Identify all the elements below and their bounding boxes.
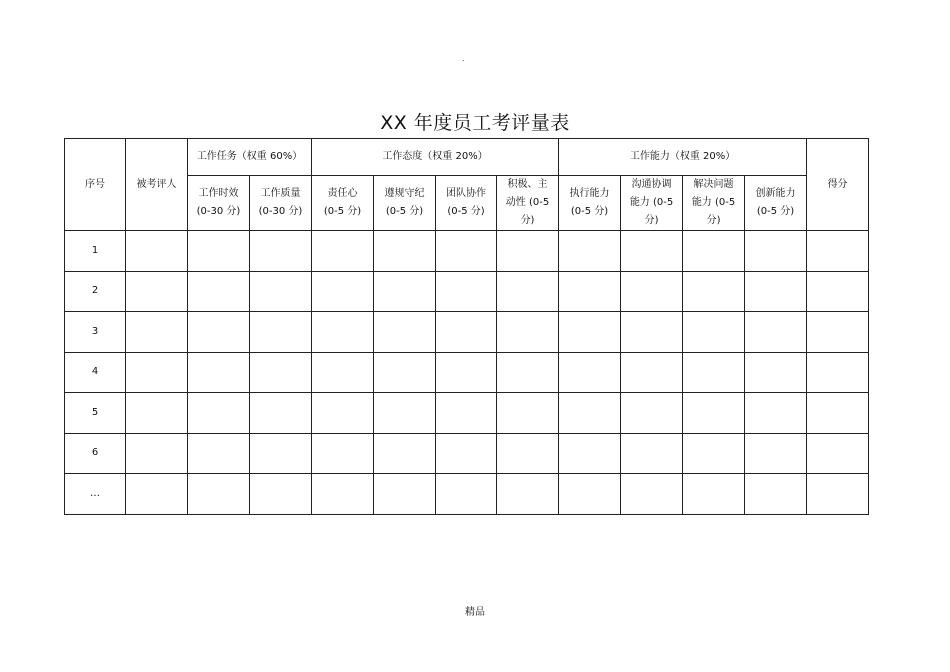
table-cell[interactable] [807,433,869,474]
table-cell[interactable] [188,393,250,434]
row-seq: 3 [65,312,126,353]
table-cell[interactable] [497,393,559,434]
table-cell[interactable] [126,474,188,515]
table-cell[interactable] [312,271,374,312]
header-item-line: 执行能力 [569,188,610,199]
header-item-9 [745,176,807,231]
table-cell[interactable] [126,231,188,272]
table-cell[interactable] [621,393,683,434]
header-group-task: 工作任务（权重 60%） [188,139,312,176]
header-seq: 序号 [65,139,126,231]
row-seq: … [65,474,126,515]
table-cell[interactable] [683,433,745,474]
header-item-6 [559,176,621,231]
table-cell[interactable] [559,352,621,393]
header-item-line: 动性 (0-5 [505,197,550,208]
table-cell[interactable] [683,231,745,272]
header-item-5 [497,176,559,231]
header-group-ability: 工作能力（权重 20%） [559,139,807,176]
table-cell[interactable] [559,433,621,474]
table-cell[interactable] [374,393,436,434]
table-cell[interactable] [807,393,869,434]
table-cell[interactable] [188,433,250,474]
table-cell[interactable] [250,312,312,353]
table-cell[interactable] [559,474,621,515]
header-item-line: 团队协作 [446,188,486,199]
header-item-line: 解决问题 [693,179,734,190]
table-cell[interactable] [374,312,436,353]
table-cell[interactable] [621,312,683,353]
row-seq: 6 [65,433,126,474]
table-cell[interactable] [436,271,497,312]
table-cell[interactable] [436,312,497,353]
table-row [65,352,869,393]
table-cell[interactable] [683,312,745,353]
header-evaluatee: 被考评人 [126,139,188,231]
table-cell[interactable] [745,271,807,312]
table-cell[interactable] [374,271,436,312]
header-item-line: 积极、主 [507,179,548,190]
table-cell[interactable] [683,271,745,312]
table-cell[interactable] [745,312,807,353]
header-item-2 [312,176,374,231]
header-item-line: (0-5 分) [323,206,362,217]
header-item-line: 能力 (0-5 [691,197,736,208]
header-item-line: (0-30 分) [196,206,241,217]
table-cell[interactable] [807,312,869,353]
header-item-0 [188,176,250,231]
table-cell[interactable] [250,352,312,393]
header-item-line: 工作时效 [198,188,239,199]
header-item-line: 分) [706,215,721,226]
header-item-line: (0-5 分) [570,206,609,217]
table-cell[interactable] [745,433,807,474]
table-cell[interactable] [436,231,497,272]
page-footer: 精品 [465,607,485,618]
header-item-line: (0-5 分) [385,206,424,217]
table-cell[interactable] [126,393,188,434]
table-cell[interactable] [126,352,188,393]
page-title: XX 年度员工考评量表 [380,112,570,134]
table-cell[interactable] [559,231,621,272]
table-cell[interactable] [188,312,250,353]
table-cell[interactable] [807,352,869,393]
table-cell[interactable] [188,231,250,272]
table-cell[interactable] [745,231,807,272]
table-row [65,393,869,434]
header-item-line: 分) [644,215,659,226]
table-cell[interactable] [807,271,869,312]
table-cell[interactable] [807,231,869,272]
header-item-line: 沟通协调 [631,179,672,190]
table-cell[interactable] [250,474,312,515]
table-cell[interactable] [312,474,374,515]
table-cell[interactable] [312,231,374,272]
table-cell[interactable] [497,312,559,353]
page-dot: . [462,54,465,63]
table-cell[interactable] [250,271,312,312]
header-item-line: (0-5 分) [447,206,485,217]
table-cell[interactable] [188,352,250,393]
header-item-7 [621,176,683,231]
table-cell[interactable] [683,393,745,434]
header-item-3 [374,176,436,231]
table-cell[interactable] [188,474,250,515]
table-cell[interactable] [312,312,374,353]
header-item-line: 工作质量 [260,188,301,199]
table-cell[interactable] [374,352,436,393]
table-cell[interactable] [745,393,807,434]
table-cell[interactable] [188,271,250,312]
table-cell[interactable] [559,312,621,353]
table-cell[interactable] [250,433,312,474]
row-seq: 1 [65,231,126,272]
evaluation-table [64,138,869,515]
table-cell[interactable] [436,352,497,393]
table-cell[interactable] [436,433,497,474]
table-cell[interactable] [374,474,436,515]
table-cell[interactable] [126,271,188,312]
table-cell[interactable] [250,393,312,434]
table-cell[interactable] [621,433,683,474]
table-cell[interactable] [745,474,807,515]
table-cell[interactable] [497,231,559,272]
table-cell[interactable] [497,352,559,393]
table-cell[interactable] [497,474,559,515]
table-row [65,433,869,474]
row-seq: 5 [65,393,126,434]
table-row [65,271,869,312]
table-cell[interactable] [250,231,312,272]
table-cell[interactable] [559,393,621,434]
table-cell[interactable] [745,352,807,393]
table-cell[interactable] [621,231,683,272]
table-cell[interactable] [807,474,869,515]
header-item-line: 遵规守纪 [384,188,425,199]
header-item-line: 创新能力 [755,188,796,199]
table-cell[interactable] [621,474,683,515]
header-item-line: 分) [520,215,535,226]
table-cell[interactable] [312,352,374,393]
header-item-line: 责任心 [327,188,358,199]
table-cell[interactable] [126,433,188,474]
table-cell[interactable] [621,352,683,393]
table-cell[interactable] [374,433,436,474]
row-seq: 4 [65,352,126,393]
table-cell[interactable] [497,271,559,312]
header-item-4 [436,176,497,231]
table-row [65,312,869,353]
header-group-attitude: 工作态度（权重 20%） [312,139,559,176]
header-item-8 [683,176,745,231]
table-cell[interactable] [621,271,683,312]
table-cell[interactable] [497,433,559,474]
table-row [65,231,869,272]
header-item-line: 能力 (0-5 [629,197,674,208]
table-row [65,474,869,515]
table-cell[interactable] [374,231,436,272]
header-score: 得分 [807,139,869,231]
table-cell[interactable] [559,271,621,312]
table-cell[interactable] [683,474,745,515]
table-cell[interactable] [436,474,497,515]
table-cell[interactable] [126,312,188,353]
header-item-1 [250,176,312,231]
header-item-line: (0-5 分) [756,206,795,217]
table-cell[interactable] [312,393,374,434]
row-seq: 2 [65,271,126,312]
table-cell[interactable] [436,393,497,434]
header-item-line: (0-30 分) [258,206,303,217]
table-cell[interactable] [312,433,374,474]
table-cell[interactable] [683,352,745,393]
